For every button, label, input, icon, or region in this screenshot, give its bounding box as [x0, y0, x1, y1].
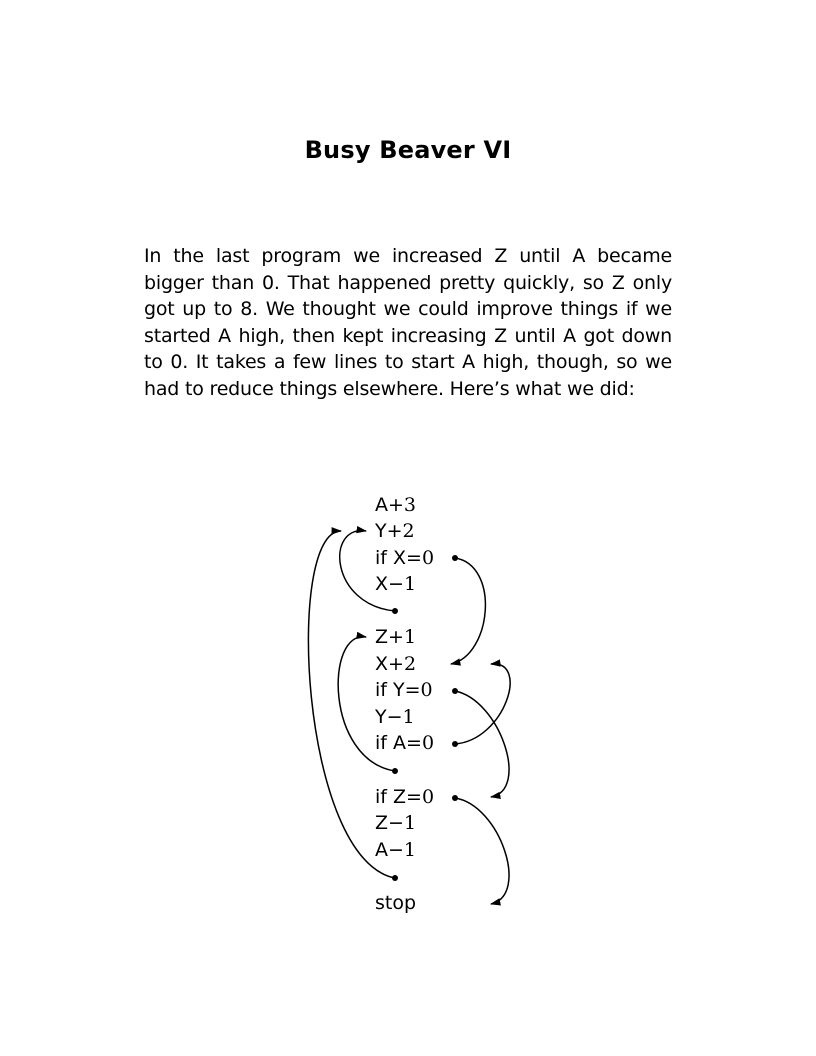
- program-line-if-z: if Z=0: [375, 786, 435, 808]
- jump-arrow-if-z-to-stop: [452, 795, 509, 904]
- program-line-a-minus: A−1: [375, 839, 417, 861]
- program-line-y-minus: Y−1: [375, 706, 415, 728]
- program-line-x-minus: X−1: [375, 573, 417, 595]
- loop-arrow-outer: [308, 531, 398, 881]
- program-line-z-minus: Z−1: [375, 812, 417, 834]
- program-line-z-plus: Z+1: [375, 626, 417, 648]
- program-line-stop: stop: [375, 892, 417, 914]
- jump-arrow-if-x-to-x-plus: [451, 555, 485, 664]
- program-line-x-plus: X+2: [375, 653, 417, 675]
- page-title: Busy Beaver VI: [304, 136, 512, 164]
- program-line-if-x: if X=0: [375, 547, 435, 569]
- loop-arrow-to-y-plus: [340, 531, 398, 614]
- program-line-if-y: if Y=0: [375, 679, 433, 701]
- program-line-a-plus: A+3: [375, 494, 417, 516]
- program-line-if-a: if A=0: [375, 732, 435, 754]
- intro-paragraph: In the last program we increased Z until A became bigger than 0. That happened pretty quickly, so Z only got up to 8. We thought we could improve things if we started A high, then kept increasing Z until A got down to 0. It takes a few lines to start A high, though, so we had to reduce things elsewhere. Here’s what we did:: [144, 245, 672, 400]
- loop-arrow-to-z-plus: [338, 637, 398, 774]
- program-line-y-plus: Y+2: [375, 520, 415, 542]
